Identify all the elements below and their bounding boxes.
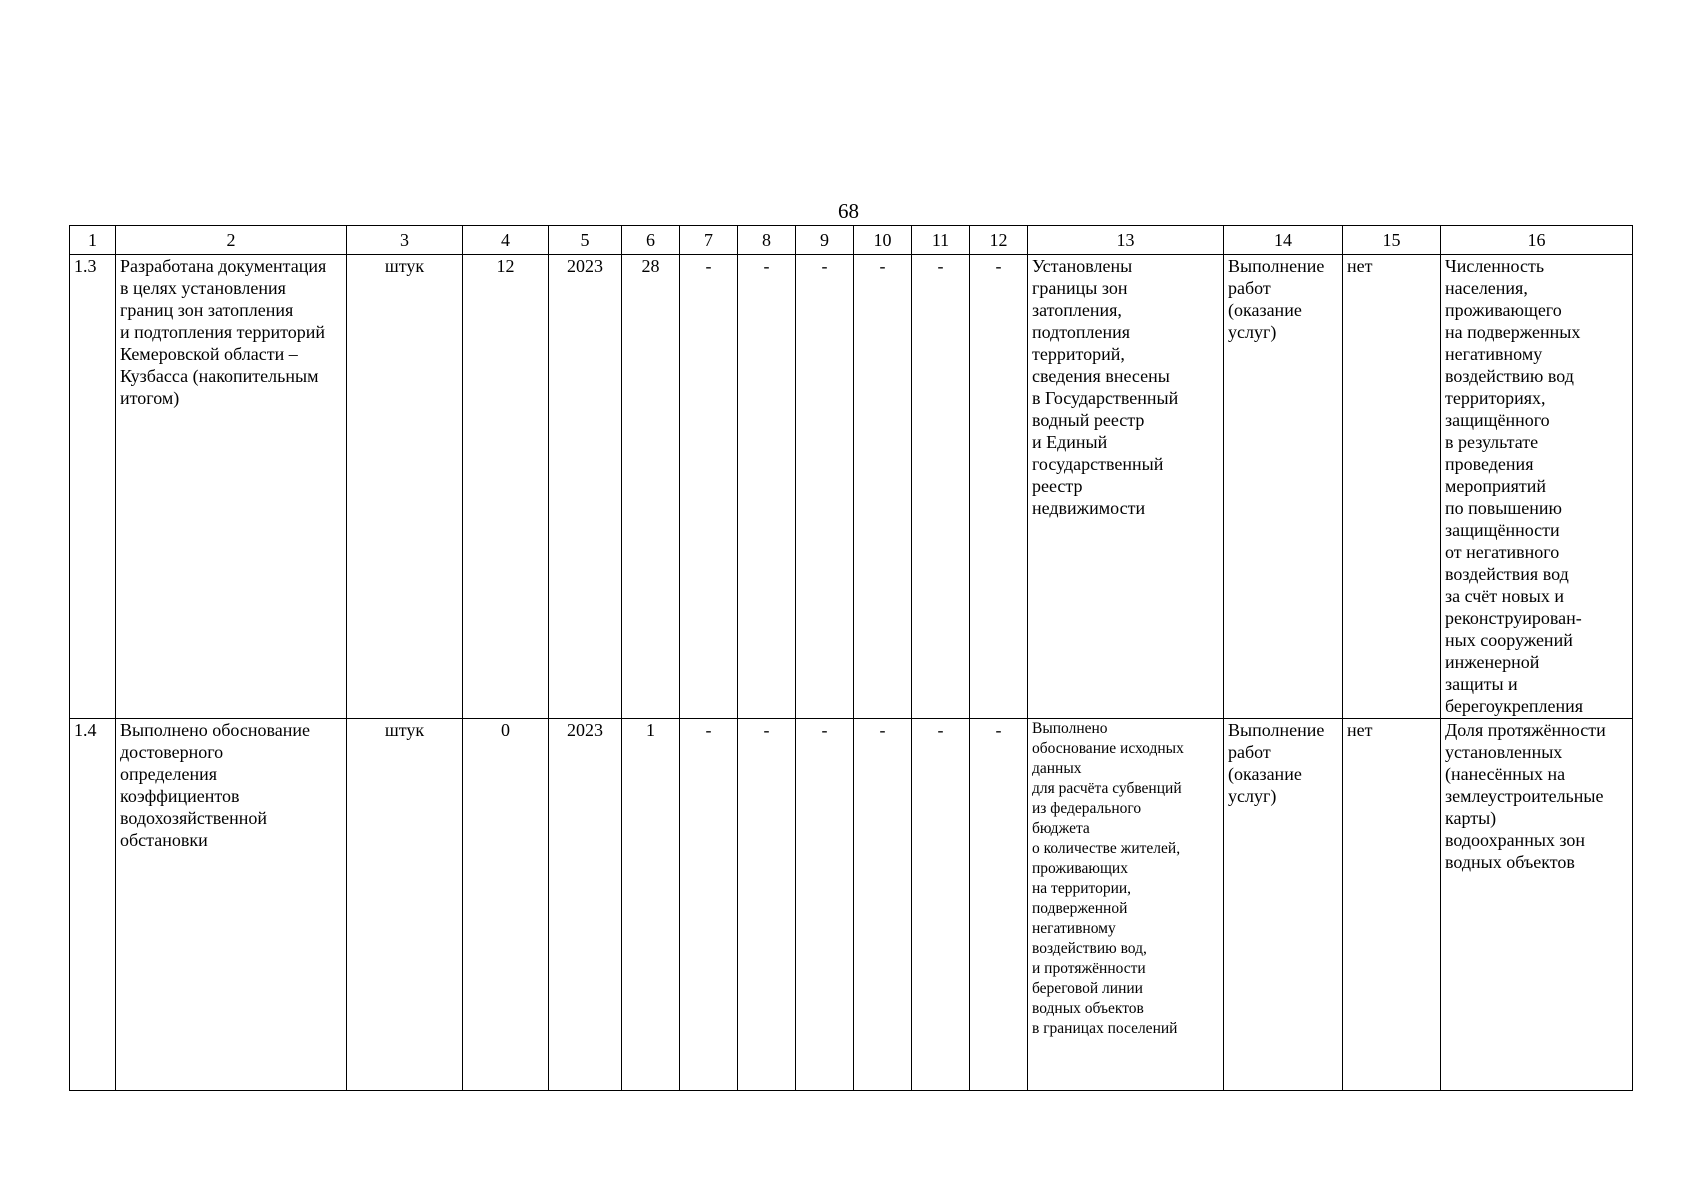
result-text: Установлены границы зон затопления, подтопления территорий, сведения внесены в Государственный водный реестр и Единый государственный реестр недвижимости <box>1032 256 1179 518</box>
type-cell <box>1224 719 1343 1091</box>
indicator-name-text: Разработана документация в целях установления границ зон затопления и подтопления территорий Кемеровской области – Кузбасса (накопительным итогом) <box>120 256 327 408</box>
column-header: 14 <box>1224 226 1343 255</box>
base-year-cell: 2023 <box>549 255 622 719</box>
year-value-cell: - <box>854 255 912 719</box>
base-year-cell: 2023 <box>549 719 622 1091</box>
column-header: 12 <box>970 226 1028 255</box>
unit-cell: штук <box>347 255 463 719</box>
base-value-cell: 0 <box>463 719 549 1091</box>
year-value-cell: - <box>970 719 1028 1091</box>
link-text: Доля протяжённости установленных (нанесённых на землеустроительные карты) водоохранных зон водных объектов <box>1445 720 1606 872</box>
column-header: 9 <box>796 226 854 255</box>
year-value-cell: - <box>912 719 970 1091</box>
column-header: 4 <box>463 226 549 255</box>
table-row <box>70 255 1633 719</box>
table-header-row <box>70 226 1633 255</box>
row-number: 1.4 <box>70 719 116 1091</box>
column-header: 11 <box>912 226 970 255</box>
year-value-cell: - <box>854 719 912 1091</box>
column-header: 2 <box>116 226 347 255</box>
indicators-table <box>69 225 1633 1091</box>
column-header: 15 <box>1343 226 1441 255</box>
link-text: Численность населения, проживающего на подверженных негативному воздействию вод территориях, защищённого в результате проведения мероприятий по повышению защищённости от негативного воздействия вод за счёт новых и реконструирован- ных сооружений инженерной защиты и берегоукрепления <box>1445 256 1584 716</box>
column-header: 1 <box>70 226 116 255</box>
page-number: 68 <box>838 199 859 223</box>
link-cell <box>1441 255 1633 719</box>
column-header: 7 <box>680 226 738 255</box>
column-header: 6 <box>622 226 680 255</box>
indicator-name-text: Выполнено обоснование достоверного определения коэффициентов водохозяйственной обстановки <box>120 720 310 850</box>
column-header: 16 <box>1441 226 1633 255</box>
year-value-cell: - <box>796 255 854 719</box>
base-value-cell: 12 <box>463 255 549 719</box>
column-header: 5 <box>549 226 622 255</box>
year-value-cell: - <box>912 255 970 719</box>
column-header: 3 <box>347 226 463 255</box>
year-value-cell: - <box>680 719 738 1091</box>
result-cell <box>1028 719 1224 1091</box>
flag-cell: нет <box>1343 255 1441 719</box>
year-value-cell: 28 <box>622 255 680 719</box>
year-value-cell: - <box>680 255 738 719</box>
year-value-cell: - <box>738 719 796 1091</box>
unit-cell: штук <box>347 719 463 1091</box>
year-value-cell: - <box>738 255 796 719</box>
year-value-cell: - <box>970 255 1028 719</box>
result-cell <box>1028 255 1224 719</box>
year-value-cell: - <box>796 719 854 1091</box>
row-number: 1.3 <box>70 255 116 719</box>
link-cell <box>1441 719 1633 1091</box>
indicator-name <box>116 255 347 719</box>
flag-cell: нет <box>1343 719 1441 1091</box>
type-cell <box>1224 255 1343 719</box>
type-text: Выполнение работ (оказание услуг) <box>1228 256 1325 342</box>
column-header: 8 <box>738 226 796 255</box>
result-text: Выполнено обоснование исходных данных для расчёта субвенций из федерального бюджета о количестве жителей, проживающих на территории, подверженной негативному воздействию вод, и протяжённости береговой линии водных объектов в границах поселений <box>1032 720 1184 1037</box>
column-header: 10 <box>854 226 912 255</box>
year-value-cell: 1 <box>622 719 680 1091</box>
type-text: Выполнение работ (оказание услуг) <box>1228 720 1325 806</box>
column-header: 13 <box>1028 226 1224 255</box>
table-row <box>70 719 1633 1091</box>
indicator-name <box>116 719 347 1091</box>
